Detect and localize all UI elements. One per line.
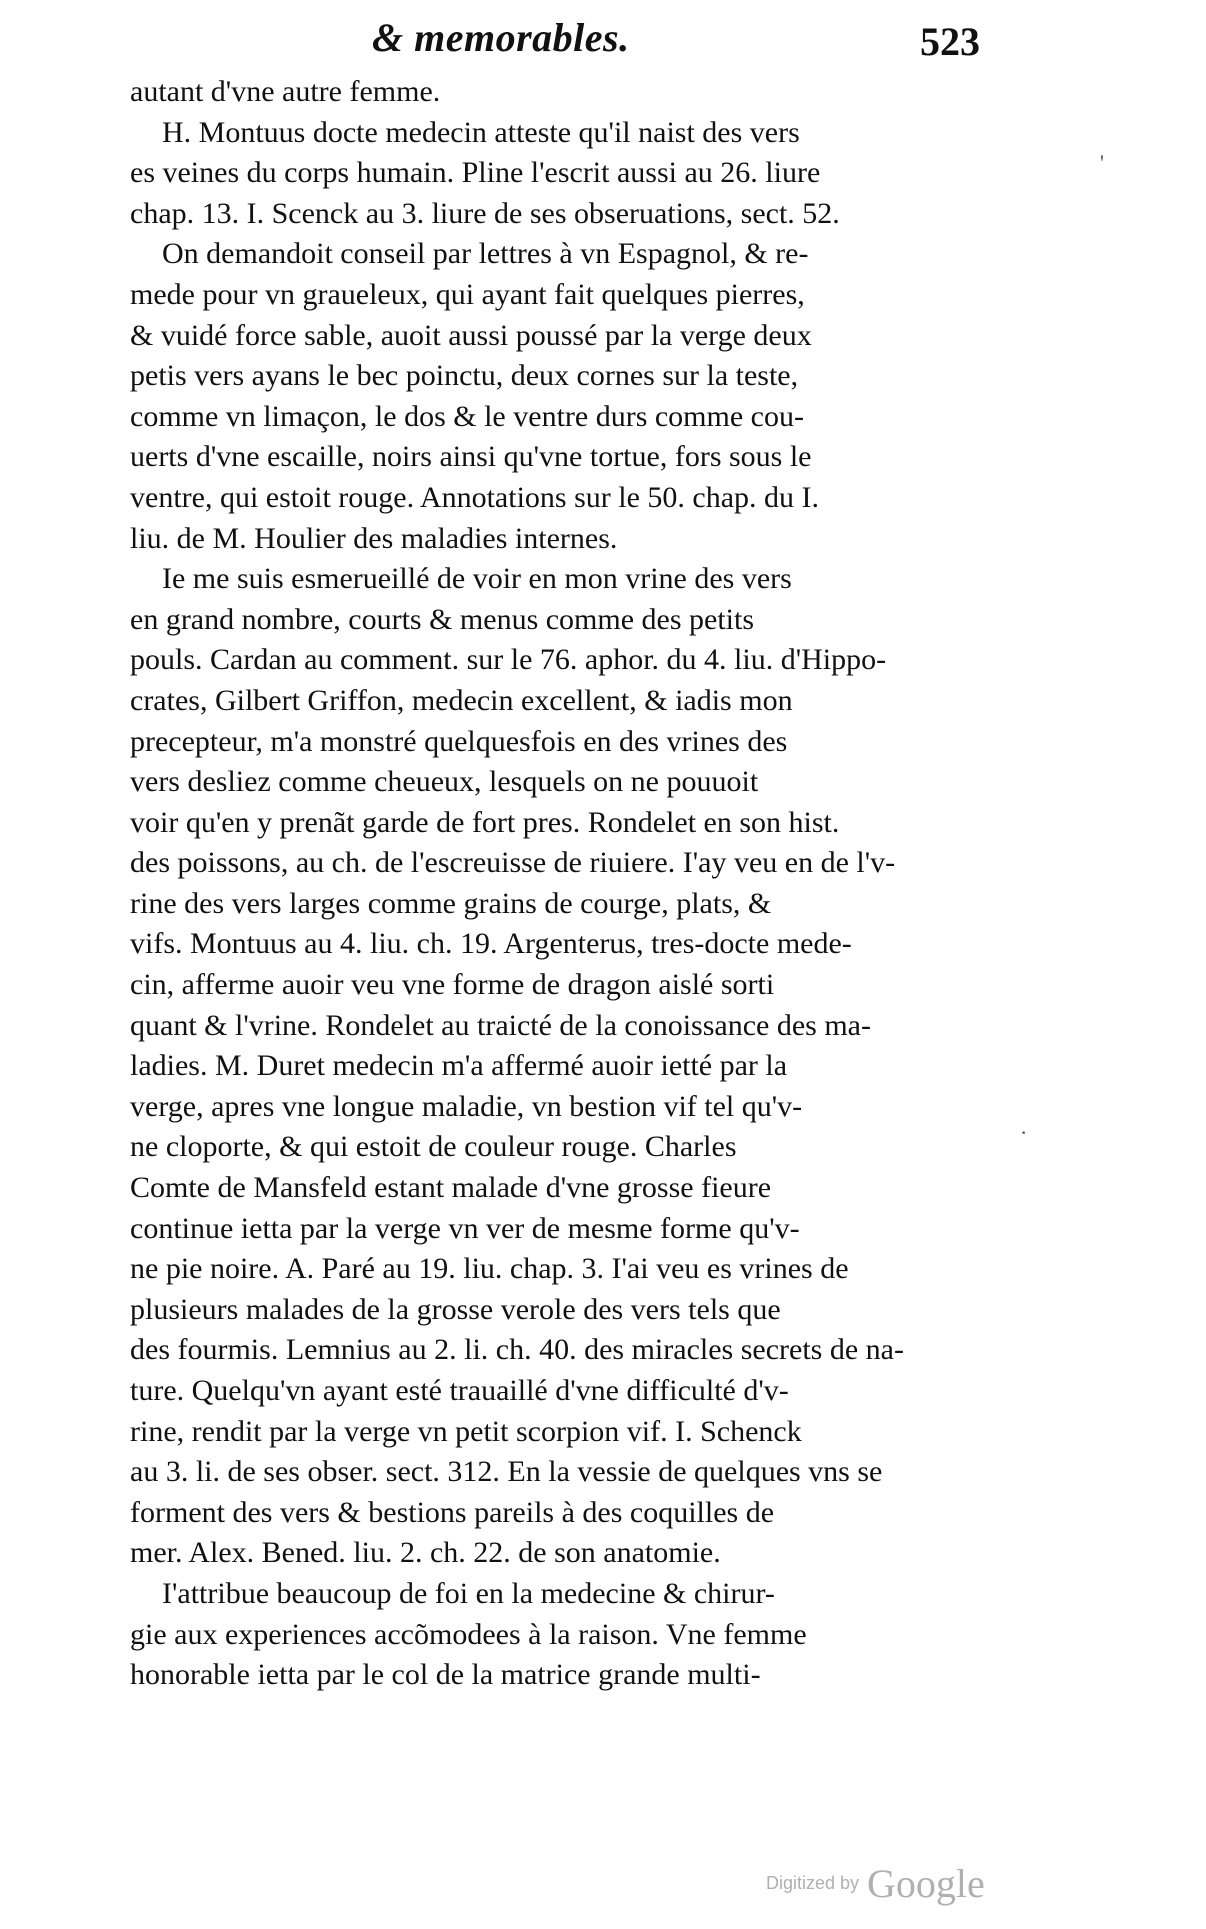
- page-number: 523: [920, 19, 980, 64]
- text-line: Comte de Mansfeld estant malade d'vne grosse fieure: [130, 1171, 772, 1205]
- digitization-watermark: [766, 1860, 985, 1907]
- text-line: On demandoit conseil par lettres à vn Espagnol, & re-: [162, 237, 809, 271]
- text-line: ventre, qui estoit rouge. Annotations sur le 50. chap. du I.: [130, 480, 820, 514]
- text-line: chap. 13. I. Scenck au 3. liure de ses obseruations, sect. 52.: [130, 196, 840, 230]
- text-line: petis vers ayans le bec poinctu, deux cornes sur la teste,: [130, 359, 799, 393]
- text-line: ne pie noire. A. Paré au 19. liu. chap. 3. I'ai veu es vrines de: [130, 1252, 849, 1286]
- text-line: quant & l'vrine. Rondelet au traicté de la conoissance des ma-: [130, 1008, 871, 1042]
- text-line: liu. de M. Houlier des maladies internes.: [130, 521, 618, 555]
- text-line: mede pour vn graueleux, qui ayant fait quelques pierres,: [130, 277, 805, 311]
- text-line: ladies. M. Duret medecin m'a affermé auoir ietté par la: [130, 1049, 788, 1083]
- text-line: cin, afferme auoir veu vne forme de dragon aislé sorti: [130, 968, 775, 1002]
- text-line: pouls. Cardan au comment. sur le 76. aphor. du 4. liu. d'Hippo-: [130, 643, 887, 677]
- text-line: & vuidé force sable, auoit aussi poussé par la verge deux: [130, 318, 812, 352]
- text-line: plusieurs malades de la grosse verole des vers tels que: [130, 1292, 781, 1326]
- text-line: verge, apres vne longue maladie, vn bestion vif tel qu'v-: [130, 1089, 803, 1123]
- text-line: comme vn limaçon, le dos & le ventre durs comme cou-: [130, 399, 804, 433]
- text-line: vifs. Montuus au 4. liu. ch. 19. Argenterus, tres-docte mede-: [130, 927, 852, 961]
- text-line: au 3. li. de ses obser. sect. 312. En la vessie de quelques vns se: [130, 1455, 883, 1489]
- text-line: mer. Alex. Bened. liu. 2. ch. 22. de son anatomie.: [130, 1536, 721, 1570]
- text-line: uerts d'vne escaille, noirs ainsi qu'vne tortue, fors sous le: [130, 440, 812, 474]
- text-line: des poissons, au ch. de l'escreuisse de riuiere. I'ay veu en de l'v-: [130, 846, 896, 880]
- text-line: rine des vers larges comme grains de courge, plats, &: [130, 886, 772, 920]
- text-line: honorable ietta par le col de la matrice grande multi-: [130, 1658, 761, 1692]
- margin-mark: ': [1100, 150, 1104, 175]
- text-line: es veines du corps humain. Pline l'escrit aussi au 26. liure: [130, 156, 821, 190]
- text-line: autant d'vne autre femme.: [130, 75, 441, 108]
- margin-mark: ·: [1020, 1120, 1028, 1145]
- google-logo: Google: [867, 1861, 985, 1906]
- watermark-prefix: Digitized by: [766, 1873, 860, 1893]
- body-text: [130, 72, 1000, 1696]
- text-line: forment des vers & bestions pareils à des coquilles de: [130, 1495, 775, 1529]
- text-line: voir qu'en y prenãt garde de fort pres. Rondelet en son hist.: [130, 805, 840, 839]
- text-line: vers desliez comme cheueux, lesquels on ne pouuoit: [130, 765, 759, 799]
- text-line: H. Montuus docte medecin atteste qu'il naist des vers: [162, 115, 800, 149]
- text-line: continue ietta par la verge vn ver de mesme forme qu'v-: [130, 1211, 800, 1245]
- text-line: I'attribue beaucoup de foi en la medecine & chirur-: [162, 1576, 775, 1610]
- text-line: ture. Quelqu'vn ayant esté trauaillé d'vne difficulté d'v-: [130, 1374, 789, 1407]
- text-line: en grand nombre, courts & menus comme des petits: [130, 602, 755, 636]
- text-line: crates, Gilbert Griffon, medecin excellent, & iadis mon: [130, 683, 793, 717]
- text-line: ne cloporte, & qui estoit de couleur rouge. Charles: [130, 1130, 737, 1164]
- text-line: rine, rendit par la verge vn petit scorpion vif. I. Schenck: [130, 1414, 802, 1448]
- text-line: des fourmis. Lemnius au 2. li. ch. 40. des miracles secrets de na-: [130, 1333, 904, 1367]
- text-line: Ie me suis esmerueillé de voir en mon vrine des vers: [162, 562, 792, 596]
- text-line: precepteur, m'a monstré quelquesfois en des vrines des: [130, 724, 788, 758]
- running-title: & memorables.: [372, 15, 630, 60]
- text-line: gie aux experiences accõmodees à la raison. Vne femme: [130, 1617, 807, 1651]
